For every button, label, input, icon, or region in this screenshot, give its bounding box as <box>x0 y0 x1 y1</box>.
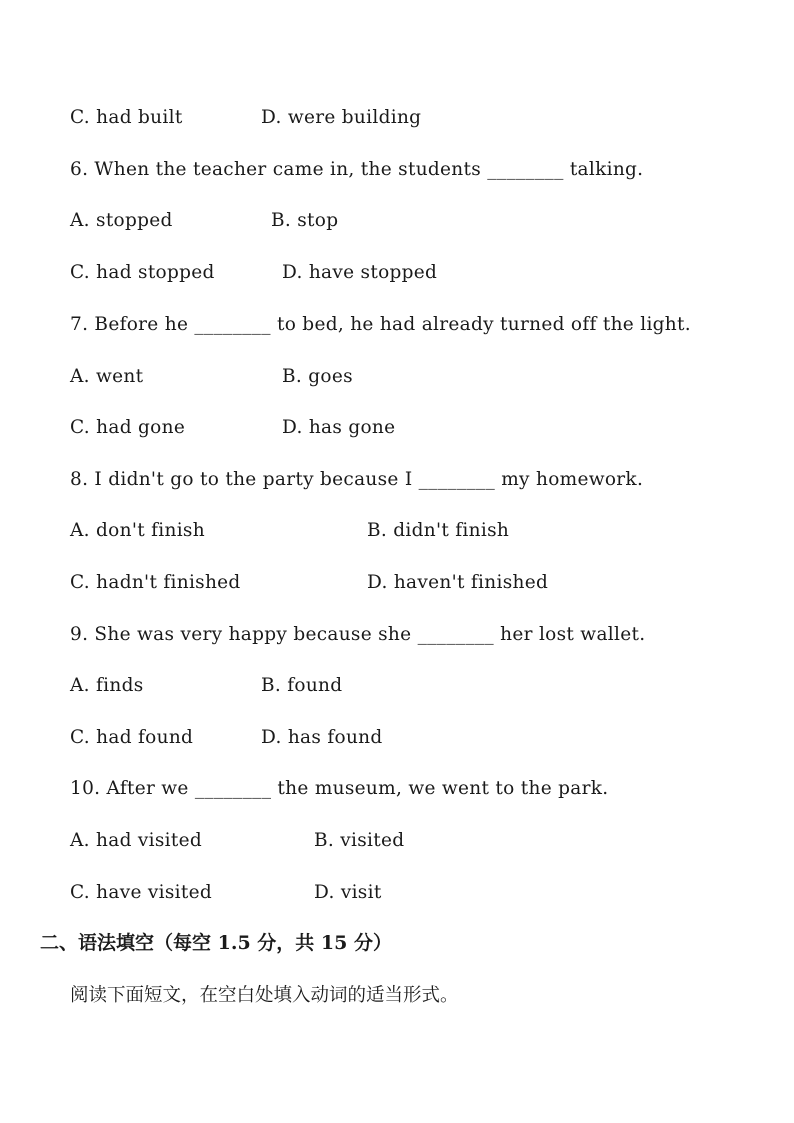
option-c: C. had gone <box>70 417 186 438</box>
option-a: A. stopped <box>70 210 173 231</box>
option-c: C. hadn't finished <box>70 572 241 593</box>
option-a: A. don't finish <box>70 520 205 541</box>
option-b: B. found <box>261 675 343 696</box>
option-d: D. has gone <box>282 417 396 438</box>
option-b: B. visited <box>314 830 405 851</box>
option-b: B. goes <box>282 366 353 387</box>
option-c: C. had found <box>70 727 194 748</box>
option-b: B. stop <box>271 210 339 231</box>
question-10: 10. After we ________ the museum, we went to the park. <box>70 778 609 799</box>
section-instruction: 阅读下面短文，在空白处填入动词的适当形式。 <box>70 985 459 1006</box>
option-d: D. has found <box>261 727 383 748</box>
option-c: C. have visited <box>70 882 212 903</box>
section-title: 二、语法填空（每空 1.5 分，共 15 分） <box>40 932 392 954</box>
option-d: D. have stopped <box>282 262 438 283</box>
option-c: C. had stopped <box>70 262 215 283</box>
option-c: C. had built <box>70 107 183 128</box>
option-a: A. went <box>70 366 144 387</box>
question-8: 8. I didn't go to the party because I ________ my homework. <box>70 469 644 490</box>
option-d: D. haven't finished <box>367 572 549 593</box>
option-d: D. were building <box>261 107 422 128</box>
question-6: 6. When the teacher came in, the students ________ talking. <box>70 159 644 180</box>
option-d: D. visit <box>314 882 382 903</box>
question-9: 9. She was very happy because she ________ her lost wallet. <box>70 624 646 645</box>
option-a: A. had visited <box>70 830 202 851</box>
option-b: B. didn't finish <box>367 520 510 541</box>
option-a: A. finds <box>70 675 144 696</box>
question-7: 7. Before he ________ to bed, he had already turned off the light. <box>70 314 691 335</box>
